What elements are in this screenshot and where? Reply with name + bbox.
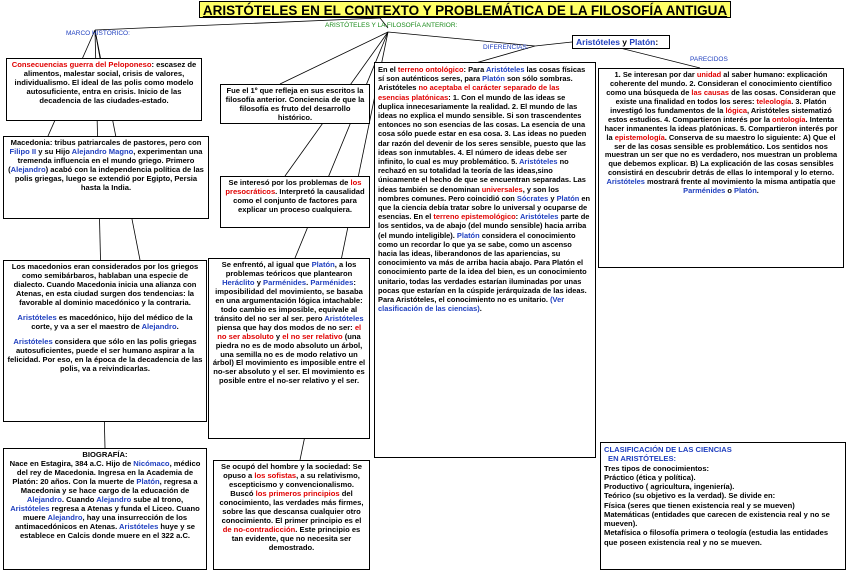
enfrento-box (208, 258, 370, 439)
text: piensa que hay dos modos de no ser: (216, 322, 355, 332)
text: . (306, 277, 311, 287)
text: En el (378, 65, 398, 74)
label-filosofia-anterior: ARISTÓTELES Y LA FILOSOFÍA ANTERIOR: (325, 22, 458, 29)
biografia-text (7, 460, 203, 541)
text: . Conserva de su maestro lo siguiente: A) Que el ser de las cosas sensible es problemático. Los sentidos nos muestran un ser que no es verdadero, nos muestran un problema que debemos explicar. B) La explicación de las cosas sensibles consistirá en descubrir detrás de ellas lo intemporal y lo eterno. (604, 132, 838, 178)
aristoteles-name: Aristóteles (13, 336, 53, 346)
text: , a su relativismo, escepticismo y convencionalismo. Buscó (229, 470, 360, 498)
text: . (479, 304, 482, 314)
text: Nace en Estagira, 384 a.C. Hijo de (9, 458, 134, 468)
ciencias-subheading: EN ARISTÓTELES: (608, 454, 677, 464)
text: y (548, 193, 557, 203)
ciencias-heading: CLASIFICACIÓN DE LAS CIENCIAS (604, 445, 732, 454)
text: , experimentan una tremenda influencia en el mundo griego. Primero ( (8, 146, 203, 174)
text: . Intenta hacer inmanentes la ideas platónicas. 5. Compartieron interés por la (604, 114, 838, 142)
presocraticos-box (220, 176, 370, 228)
unidad-term: unidad (696, 70, 722, 79)
primero-box: Fue el 1º que refleja en sus escritos la filosofía anterior. Conciencia de que la filosofía es fruto del desarrollo histórico. (220, 84, 370, 124)
page-title: ARISTÓTELES EN EL CONTEXTO Y PROBLEMÁTICA DE LA FILOSOFÍA ANTIGUA (199, 1, 731, 18)
text: sube al trono, (131, 494, 184, 504)
terreno-epistemologico: terreno epistemológico (433, 212, 516, 222)
text: 1. Se interesan por dar (614, 70, 697, 79)
alejandro-name: Alejandro (26, 494, 62, 504)
platon-name: Platón (734, 186, 757, 196)
alejandro-name: Alejandro (96, 494, 132, 504)
text: huye y se establece en Calcis donde muere en el 322 a.C. (19, 521, 196, 540)
parmenides-name: Parménides (310, 277, 354, 287)
text: : imposibilidad del movimiento, se basaba en una argumentación lógica intachable: todo cambio es imposible, equivale al tránsito del no ser al ser. pero (214, 277, 363, 323)
text: Se enfrentó, al igual que (221, 260, 312, 269)
ciencias-item: Metafísica o filosofía primera o teología (estudia las entidades que poseen existencia real y no se mueven. (604, 528, 829, 547)
text: de las cosas. Consideran que existe una finalidad en todos los seres: (615, 87, 836, 106)
peloponeso-heading: Consecuencias guerra del Peloponeso (11, 60, 152, 69)
ver-clasificacion-link[interactable]: (Ver clasificación de las ciencias) (378, 295, 565, 314)
label-parecidos: PARECIDOS (690, 56, 728, 63)
no-ser-absoluto: el no ser absoluto (217, 322, 362, 341)
text: y (273, 331, 283, 341)
text: : 1. Con el mundo de las ideas se duplica innecesariamente la realidad. 2. El mundo de las ideas no explica el mundo sensible. Si son trascendentes entonces no son esencias de las cosas. La esencia de una cosa sólo puede estar en esa cosa. 3. Las ideas no pueden dar razón del devenir de los seres sensible, puesto que las ideas son inmutables. 4. El número de ideas debe ser infinito, lo cual es muy problemático. 5. (378, 92, 587, 167)
text: . Este principio es tan evidente, que no necesita ser demostrado. (231, 524, 361, 552)
ciencias-item: Productivo ( agricultura, ingeniería). (604, 482, 735, 491)
aristoteles-name: Aristóteles (17, 312, 57, 322)
text: (una piedra no es de modo absoluto un árbol, una semilla no es de modo relativo un árbol) El movimiento es imposible entre el no-ser absoluto y el ser. El movimiento es posible entre el no-ser relativo y el ser. (212, 331, 366, 386)
aristoteles-name: Aristóteles (324, 313, 364, 323)
aristoteles-name: Aristóteles (486, 65, 525, 74)
aristoteles-name: Aristóteles (10, 503, 50, 513)
ciencias-item: Matemáticas (entidades que carecen de existencia real y no se mueven). (604, 509, 830, 528)
text: , y son los nombres comunes. Pero coincidió con (378, 184, 560, 203)
parecidos-box (598, 68, 844, 268)
platon-name: Platón (629, 37, 656, 47)
universales-term: universales (481, 184, 523, 194)
biografia-heading: BIOGRAFÍA: (82, 450, 128, 459)
primeros-principios-term: los primeros principios (255, 488, 340, 498)
text: son sólo sombras. Aristóteles (378, 74, 573, 93)
label-diferencias: DIFERENCIAS: (483, 44, 529, 51)
text: al saber humano: explicación coherente del mundo. 2. Consideran el conocimiento científico como una búsqueda de (606, 70, 832, 97)
text: del conocimiento, las verdades más firmes, sobre las que descansa cualquier otro conocimiento. El primer principio es el (219, 488, 364, 525)
socrates-name: Sócrates (516, 193, 549, 203)
sofistas-term: los sofistas (254, 470, 297, 480)
text: Se interesó por los problemas de (228, 178, 351, 187)
text: considera el conocimiento como un recordar lo que ya se sabe, como un ascenso hacia las ideas, liberandonos de las apariencias, su conocimiento va más de arriba hacia abajo. Para Platón el conocimiento parte de la idea del bien, es un conocimiento unitario, todas las verdades estarían iluminadas por unas pocas que estarían en la cúspide jerárquizada de las ideas. Para Aristóteles, el conocimiento no es unitario. (378, 230, 587, 305)
label-marco-historico: MARCO HISTÓRICO: (66, 30, 130, 37)
text: , Aristóteles sistematizó estos estudios. 4. Compartieron interés por la (607, 105, 832, 124)
aristoteles-name: Aristóteles (606, 177, 645, 187)
text: no rechazó en su totalidad la teoría de las ideas,sino únicamente el hecho de que se encuentran separadas. Las ideas también se denominan (378, 157, 586, 194)
text: y (254, 277, 264, 287)
no-aceptaba: no aceptaba el carácter separado de las esencias platónicas (378, 83, 560, 102)
text: , médico del rey de Macedonia. Ingresa en la Academia de Platón: 20 años. Con la muerte de (12, 458, 201, 486)
text: parte de los sentidos, va de abajo (del mundo sensible) hacia arriba (el mundo inteligible). (378, 212, 590, 240)
text: ) acabó con la independencia política de las polis griegas, luego se extendió por Egipto, Persia hasta la India. (14, 164, 204, 192)
alejandro-name: Alejandro Magno (71, 146, 134, 156)
epistemologia-term: epistemología (614, 132, 665, 142)
aristoteles-name: Aristóteles (519, 157, 558, 167)
biografia-box (3, 448, 207, 570)
aristoteles-name: Aristóteles (576, 37, 620, 47)
ciencias-item: Tres tipos de conocimientos: (604, 463, 710, 473)
text: y su Hijo (36, 146, 72, 156)
text: , regresa a Macedonia y se hace cargo de la educación de (20, 476, 198, 495)
no-contradiccion-term: de no-contradicción (222, 524, 296, 534)
text: en que la ciencia debía tratar sobre lo universal y ocuparse de esencias. En el (378, 193, 591, 222)
peloponeso-body: : escasez de alimentos, malestar social, crisis de valores, individualismo. El ideal de las polis como modelo autosuficiente, entra en crisis. Inicio de las decadencia de las ciudades-estado. (14, 60, 197, 105)
aristoteles-macedonico (7, 314, 203, 332)
clasificacion-ciencias-box (600, 442, 846, 570)
text: o (725, 186, 735, 196)
text: considera que sólo en las polis griegas autosuficientes, puede el ser humano aspirar a la felicidad. Por eso, en la época de la decadencia de las polis, va a reivindicarlas. (7, 336, 203, 373)
macedonios-box (3, 260, 207, 422)
aristoteles-polis (7, 338, 203, 374)
aristoteles-platon-node (572, 35, 670, 49)
terreno-ontologico: terreno ontológico (397, 65, 464, 74)
text: . (176, 321, 179, 331)
text: regresa a Atenas y funda el Liceo. Cuano muere (22, 503, 200, 522)
aristoteles-name: Aristóteles (119, 521, 159, 531)
parmenides-name: Parménides (263, 277, 307, 287)
ciencias-item: Práctico (ética y política). (604, 472, 696, 482)
platon-name: Platón (311, 260, 335, 269)
heraclito-name: Heráclito (222, 277, 255, 287)
text: mostrará frente al movimiento la misma antipatía que (644, 177, 836, 187)
logica-term: lógica (725, 105, 747, 115)
platon-name: Platón (482, 74, 505, 84)
teleologia-term: teleología (756, 96, 792, 106)
colon: : (655, 37, 659, 47)
text: . (756, 186, 759, 196)
text: . Interpretó la causalidad como el conjunto de factores para explicar un proceso cualquiera. (233, 186, 365, 214)
platon-name: Platón (556, 193, 580, 203)
text: Macedonia: tribus patriarcales de pastores, pero con (10, 138, 202, 147)
text: , hay una insurrección de los antimacedónicos en Atenas. (14, 512, 188, 531)
text: . Cuando (61, 494, 97, 504)
ontologia-term: ontología (772, 114, 806, 124)
alejandro-name: Alejandro (10, 164, 46, 174)
filipo-name: Filipo II (9, 146, 37, 156)
text: Los macedonios eran considerados por los griegos como semibárbaros, hablaban una especie de dialecto. Cuando Macedonia inicia una alianza con Atenas, en esta ciudad surgen dos tendencias: la favorable al dominio macedónico y la contraria. (11, 262, 199, 307)
macedonia-box (3, 136, 209, 219)
connector-word: y (619, 37, 630, 47)
ciencias-item: Teórico (su objetivo es la verdad). Se divide en: (604, 491, 776, 501)
text: las cosas físicas sí son auténticos seres, para (378, 65, 586, 84)
ciencias-item: Física (seres que tienen existencia real y se mueven) (604, 500, 795, 510)
text: Se ocupó del hombre y la sociedad: Se opuso a (221, 462, 362, 480)
nicomaco-name: Nicómaco (133, 458, 170, 468)
text: es macedónico, hijo del médico de la corte, y va a ser el maestro de (31, 312, 193, 331)
aristoteles-name: Aristóteles (519, 212, 559, 222)
causas-term: las causas (691, 87, 730, 97)
no-ser-relativo: el no ser relativo (282, 331, 343, 341)
platon-name: Platón (136, 476, 160, 486)
sofistas-box (213, 460, 370, 570)
parmenides-name: Parménides (683, 186, 726, 196)
presocraticos-term: los presocráticos (225, 178, 362, 196)
text: , a los problemas teóricos que plantearon (225, 260, 357, 278)
peloponeso-box (6, 58, 202, 121)
diferencias-box (374, 62, 596, 458)
text: : Para (463, 65, 487, 74)
alejandro-name: Alejandro (47, 512, 83, 522)
platon-name: Platón (456, 230, 480, 240)
alejandro-name: Alejandro (141, 321, 177, 331)
text: . 3. Platón investigó los fundamentos de la (610, 96, 827, 115)
text: : (515, 212, 520, 222)
